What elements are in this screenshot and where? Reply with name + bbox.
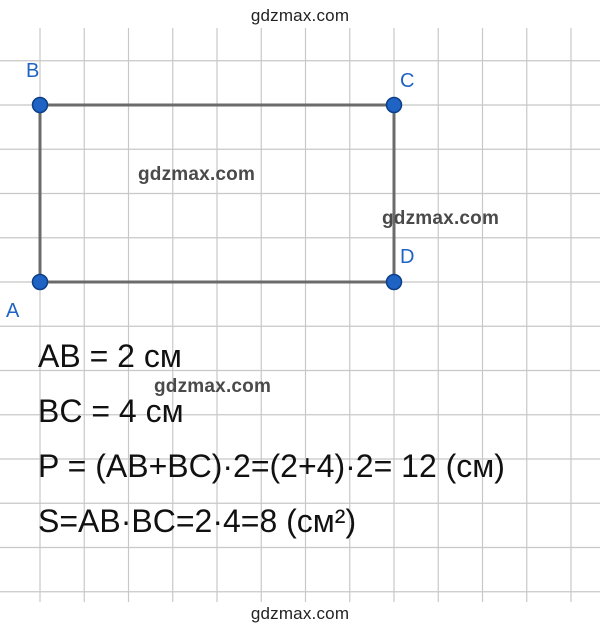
watermark-bottom: gdzmax.com — [250, 604, 350, 623]
watermark-formula: gdzmax.com — [154, 376, 272, 397]
watermark-center: gdzmax.com — [138, 164, 256, 185]
vertex-label-d: D — [400, 246, 415, 268]
watermark-top: gdzmax.com — [250, 6, 350, 25]
formula-area: S=AB·BC=2·4=8 (см²) — [38, 503, 357, 539]
vertex-label-b: B — [26, 60, 40, 82]
formula-perimeter: P = (AB+BC)·2=(2+4)·2= 12 (см) — [38, 448, 505, 484]
formula-ab: AB = 2 см — [38, 338, 182, 374]
formula-bc: BC = 4 см — [38, 393, 184, 429]
point-d — [387, 275, 402, 290]
point-b — [33, 98, 48, 113]
watermark-right: gdzmax.com — [382, 208, 500, 229]
point-c — [387, 98, 402, 113]
vertex-label-c: C — [400, 70, 415, 92]
vertex-label-a: A — [6, 300, 20, 322]
point-a — [33, 275, 48, 290]
